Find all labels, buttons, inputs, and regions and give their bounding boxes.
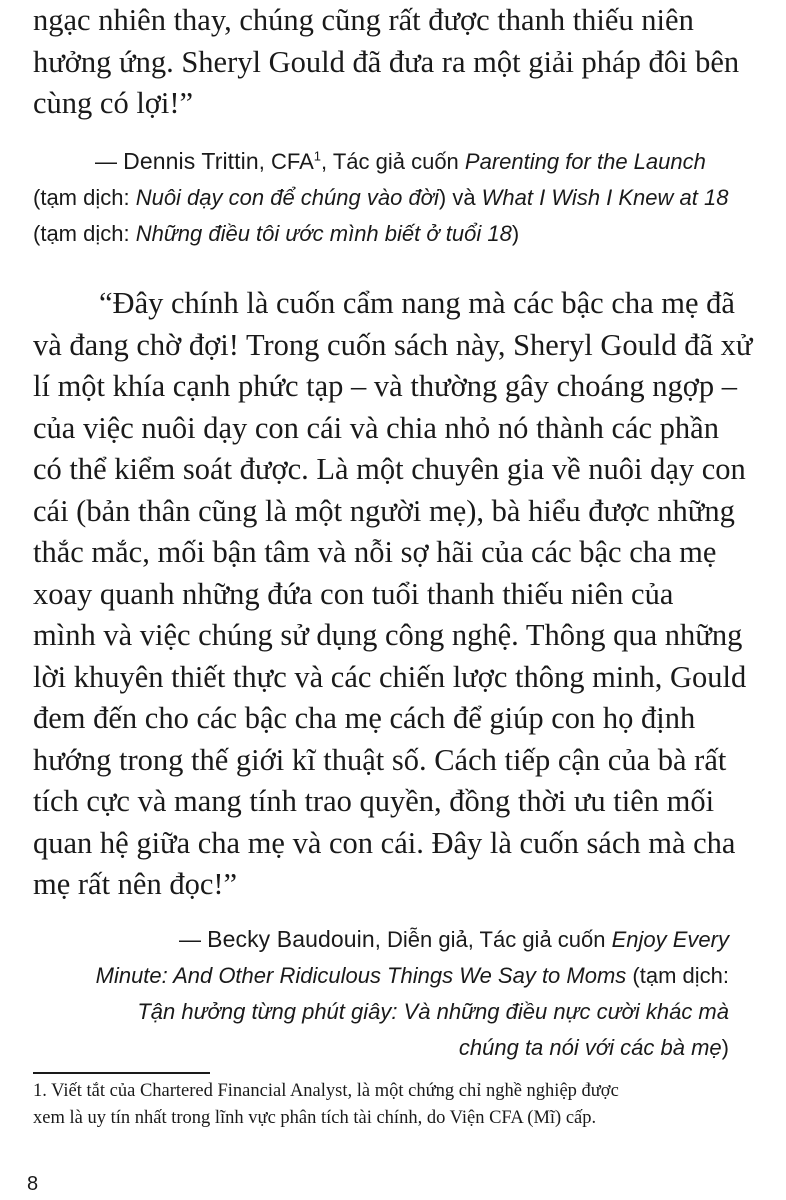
translation-note-close: ) và xyxy=(438,185,482,210)
book-title-translation: chúng ta nói với các bà mẹ xyxy=(458,1035,722,1060)
attribution-dash: — xyxy=(95,149,117,174)
author-role: , Tác giả cuốn xyxy=(321,149,465,174)
attribution-dash: — xyxy=(179,927,202,952)
quote2-line: tích cực và mang tính trao quyền, đồng thời ưu tiên mối xyxy=(33,784,715,818)
quote1-line: ngạc nhiên thay, chúng cũng rất được thanh thiếu niên xyxy=(33,3,694,37)
translation-note-open: (tạm dịch: xyxy=(626,963,729,988)
page-number: 8 xyxy=(27,1173,39,1195)
book-title: What I Wish I Knew at 18 xyxy=(481,185,729,210)
translation-note-open: (tạm dịch: xyxy=(33,221,136,246)
book-title: Parenting for the Launch xyxy=(464,149,706,174)
quote1-line: hưởng ứng. Sheryl Gould đã đưa ra một giải pháp đôi bên xyxy=(33,44,740,79)
quote2-line: và đang chờ đợi! Trong cuốn sách này, Sheryl Gould đã xử xyxy=(33,327,753,362)
author-role: , Diễn giả, Tác giả cuốn xyxy=(374,927,612,952)
quote2-line: lời khuyên thiết thực và các chiến lược thông minh, Gould xyxy=(33,659,747,694)
translation-note-close: ) xyxy=(511,221,520,246)
footnote xyxy=(33,1078,729,1132)
footnote-line: xem là uy tín nhất trong lĩnh vực phân tích tài chính, do Viện CFA (Mĩ) cấp. xyxy=(33,1108,597,1128)
quote2-line: có thể kiểm soát được. Là một chuyên gia về nuôi dạy con xyxy=(33,452,746,486)
attribution-2 xyxy=(29,921,729,1066)
quote2-line: xoay quanh những đứa con tuổi thanh thiếu niên của xyxy=(33,576,674,611)
attribution-1 xyxy=(33,143,733,252)
book-title-translation: Nuôi dạy con để chúng vào đời xyxy=(135,185,439,210)
quote2-line: thắc mắc, mối bận tâm và nỗi sợ hãi của các bậc cha mẹ xyxy=(33,535,717,569)
quote2-line: cái (bản thân cũng là một người mẹ), bà hiểu được những xyxy=(33,493,735,528)
footnote-line: 1. Viết tắt của Chartered Financial Analyst, là một chứng chỉ nghề nghiệp được xyxy=(33,1081,619,1101)
quote2-line: mẹ rất nên đọc!” xyxy=(33,867,238,901)
quote2-line: quan hệ giữa cha mẹ và con cái. Đây là cuốn sách mà cha xyxy=(33,825,736,860)
quote2-line: đem đến cho các bậc cha mẹ cách để giúp con họ định xyxy=(33,701,696,735)
quote-paragraph-2 xyxy=(33,283,753,906)
author-name: Becky Baudouin xyxy=(207,926,375,952)
quote2-line: của việc nuôi dạy con cái và chia nhỏ nó thành các phần xyxy=(33,410,719,445)
author-name: Dennis Trittin xyxy=(123,148,259,174)
quote2-line: hướng trong thế giới kĩ thuật số. Cách tiếp cận của bà rất xyxy=(33,742,727,777)
translation-note-close: ) xyxy=(721,1035,729,1060)
footnote-separator xyxy=(33,1072,210,1074)
book-title-translation: Những điều tôi ước mình biết ở tuổi 18 xyxy=(135,221,512,246)
translation-note-open: (tạm dịch: xyxy=(33,185,136,210)
quote-paragraph-1 xyxy=(33,0,740,125)
quote1-line: cùng có lợi!” xyxy=(33,86,194,120)
book-title: Minute: And Other Ridiculous Things We Say to Moms xyxy=(95,963,627,988)
quote2-line: “Đây chính là cuốn cẩm nang mà các bậc cha mẹ đã xyxy=(99,286,735,320)
author-credential: , CFA xyxy=(258,149,314,174)
quote2-line: mình và việc chúng sử dụng công nghệ. Thông qua những xyxy=(33,618,743,652)
book-title-translation: Tận hưởng từng phút giây: Và những điều nực cười khác mà xyxy=(137,999,729,1024)
book-title: Enjoy Every xyxy=(611,927,729,952)
footnote-reference: 1 xyxy=(313,148,321,164)
quote2-line: lí một khía cạnh phức tạp – và thường gây choáng ngợp – xyxy=(33,369,737,403)
